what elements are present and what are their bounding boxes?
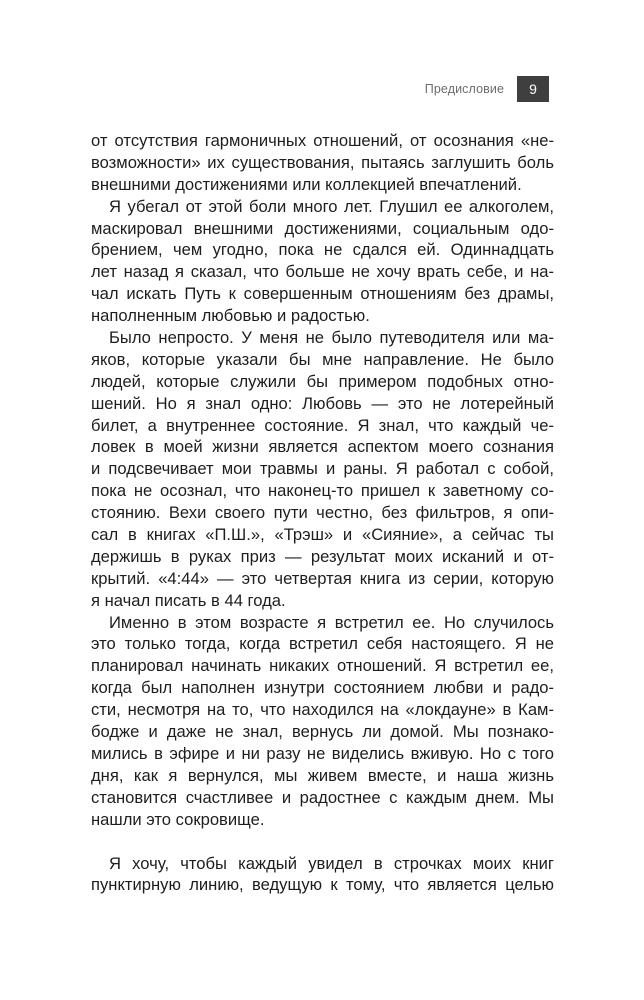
text-line: мились в эфире и ни разу не виделись вживую. Но с того — [91, 743, 554, 763]
running-head — [425, 76, 549, 102]
text-line: шений. Но я знал одно: Любовь — это не лотерейный — [91, 393, 554, 413]
paragraph — [91, 612, 554, 831]
paragraph — [91, 853, 554, 897]
text-line: внешними достижениями или коллекцией впечатлений. — [91, 174, 522, 194]
text-line: нашли это сокровище. — [91, 809, 265, 829]
text-line: и подсвечивает мои травмы и раны. Я работал с собой, — [91, 459, 554, 479]
text-line: держишь в руках приз — результат моих исканий и от- — [91, 546, 554, 566]
text-line: бодже и даже не знал, вернусь ли домой. Мы познако- — [91, 722, 554, 742]
text-line: планировал начинать никаких отношений. Я встретил ее, — [91, 656, 554, 676]
text-line: это только тогда, когда встретил себя настоящего. Я не — [91, 634, 554, 654]
text-line: маскировал внешними достижениями, социальным одо- — [91, 218, 554, 238]
section-title: Предисловие — [424, 82, 504, 96]
paragraph-gap — [91, 831, 554, 853]
text-line: пунктирную линию, ведущую к тому, что является целью — [91, 875, 554, 895]
text-line: брением, чем угодно, пока не сдался ей. Одиннадцать — [91, 240, 554, 260]
text-line: становится счастливее и радостнее с каждым днем. Мы — [91, 787, 554, 807]
paragraph — [91, 196, 554, 327]
text-line: чал искать Путь к совершенным отношениям без драмы, — [91, 284, 554, 304]
text-line: Именно в этом возрасте я встретил ее. Но случилось — [109, 612, 554, 632]
text-line: ловек в моей жизни является аспектом моего сознания — [91, 437, 554, 457]
text-line: лет назад я сказал, что больше не хочу врать себе, и на- — [91, 262, 554, 282]
text-line: я начал писать в 44 года. — [91, 590, 286, 610]
text-line: яков, которые указали бы мне направление. Не было — [91, 349, 554, 369]
text-line: дня, как я вернулся, мы живем вместе, и наша жизнь — [91, 765, 554, 785]
body-text — [91, 130, 554, 896]
text-line: крытий. «4:44» — это четвертая книга из серии, которую — [91, 568, 554, 588]
text-line: Было непросто. У меня не было путеводителя или ма- — [109, 328, 554, 348]
text-line: людей, которые служили бы примером подобных отно- — [91, 371, 554, 391]
text-line: когда был наполнен изнутри состоянием любви и радо- — [91, 678, 554, 698]
paragraph — [91, 130, 554, 196]
page-number: 9 — [517, 76, 549, 102]
text-line: от отсутствия гармоничных отношений, от осознания «не- — [91, 131, 554, 150]
text-line: Я убегал от этой боли много лет. Глушил ее алкоголем, — [109, 196, 554, 216]
text-line: сал в книгах «П.Ш.», «Трэш» и «Сияние», а сейчас ты — [91, 525, 554, 545]
text-line: стоянию. Вехи своего пути честно, без фильтров, я опи- — [91, 503, 554, 523]
text-line: возможности» их существования, пытаясь заглушить боль — [91, 152, 554, 172]
paragraph — [91, 327, 554, 612]
text-line: билет, а внутреннее состояние. Я знал, что каждый че- — [91, 415, 554, 435]
text-line: наполненным любовью и радостью. — [91, 306, 370, 326]
text-line: Я хочу, чтобы каждый увидел в строчках моих книг — [109, 853, 554, 873]
text-line: пока не осознал, что наконец-то пришел к заветному со- — [91, 481, 554, 501]
text-line: сти, несмотря на то, что находился на «локдауне» в Кам- — [91, 700, 554, 720]
